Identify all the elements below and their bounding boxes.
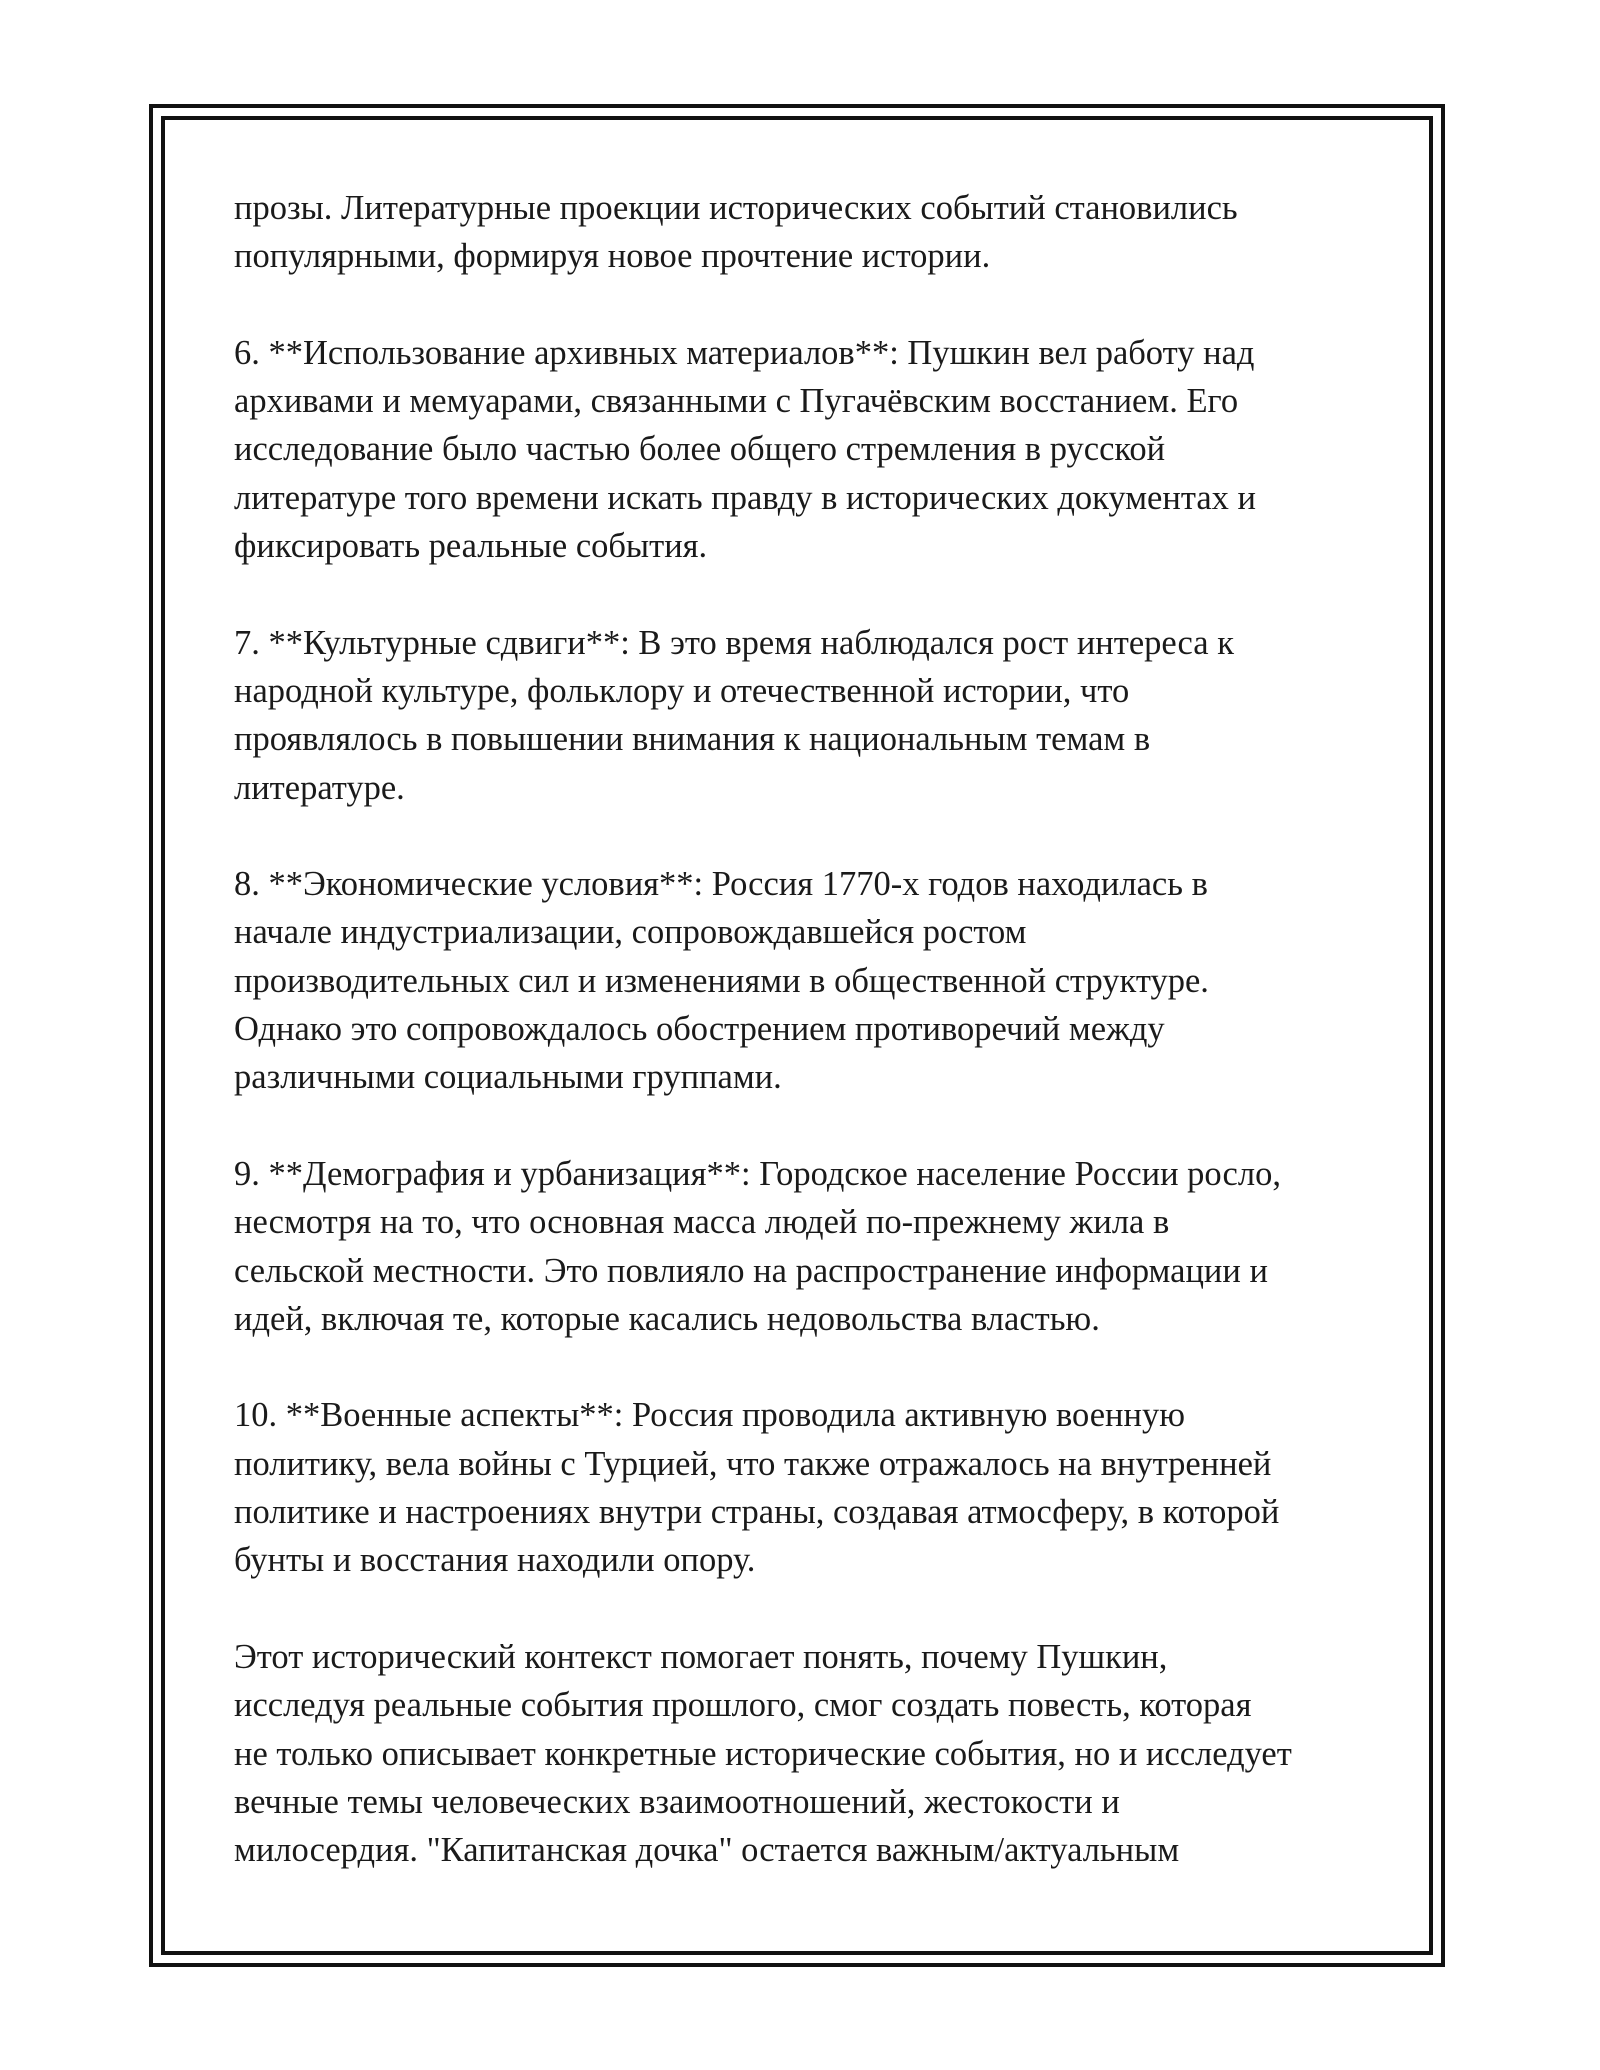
paragraph-item-7: 7. **Культурные сдвиги**: В это время наблюдался рост интереса к народной культуре, фольклору и отечественной истории, что проявлялось в повышении внимания к национальным темам в литературе. [234,623,1234,807]
paragraph-item-6: 6. **Использование архивных материалов**: Пушкин вел работу над архивами и мемуарами, связанными с Пугачёвским восстанием. Его исследование было частью более общего стремления в русской литературе того времени искать правду в исторических документах и фиксировать реальные события. [234,333,1256,566]
paragraph-item-10: 10. **Военные аспекты**: Россия проводила активную военную политику, вела войны с Турцией, что также отражалось на внутренней политике и настроениях внутри страны, создавая атмосферу, в которой бунты и восстания находили опору. [234,1396,1280,1580]
paragraph-conclusion: Этот исторический контекст помогает понять, почему Пушкин, исследуя реальные события прошлого, смог создать повесть, которая не только описывает конкретные исторические события, но и исследует вечные темы человеческих взаимоотношений, жестокости и милосердия. "Капитанская дочка" остается важным/актуальным [234,1637,1292,1870]
paragraph-item-8: 8. **Экономические условия**: Россия 1770-х годов находилась в начале индустриализации, сопровождавшейся ростом производительных сил и изменениями в общественной структуре. Однако это сопровождалось обострением противоречий между различными социальными группами. [234,865,1209,1097]
paragraph-prose-continuation: прозы. Литературные проекции исторических событий становились популярными, формируя новое прочтение истории. [234,189,1238,276]
document-body [234,184,1374,1874]
paragraph-item-9: 9. **Демография и урбанизация**: Городское население России росло, несмотря на то, что основная масса людей по-прежнему жила в сельской местности. Это повлияло на распространение информации и идей, включая те, которые касались недовольства властью. [234,1154,1281,1338]
